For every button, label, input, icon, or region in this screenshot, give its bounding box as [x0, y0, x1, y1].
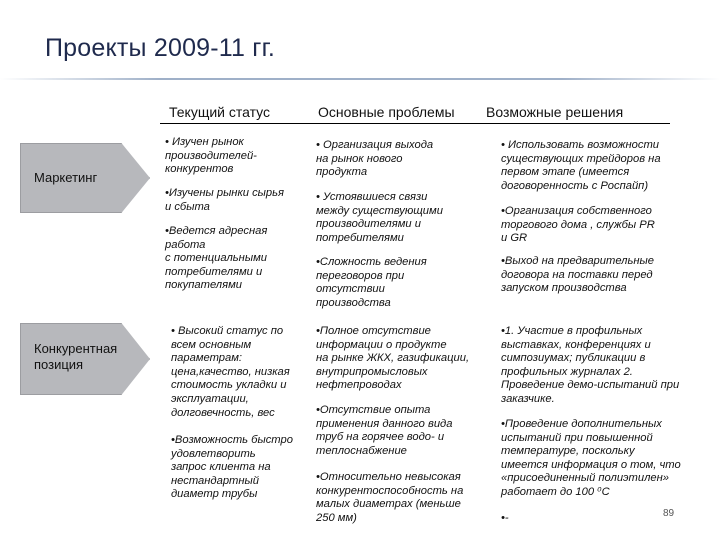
cell-marketing-status-3: •Ведется адресная работа с потенциальными потребителями и покупателями	[165, 225, 268, 292]
cell-competitive-status-2: •Возможность быстро удовлетворить запрос клиента на нестандартный диаметр трубы	[171, 434, 293, 501]
cell-competitive-solution-3: •-	[501, 512, 509, 524]
page-number: 89	[663, 508, 675, 519]
cell-marketing-solution-1: • Использовать возможности существующих трейдоров на первом этапе (имеется договоренность с Роспайп)	[501, 139, 661, 192]
cell-marketing-status-2: •Изучены рынки сырья и сбыта	[165, 187, 284, 213]
cell-competitive-solution-1: •1. Участие в профильных выставках, конференциях и симпозиумах; публикации в профильных журналах 2. Проведение демо-испытаний при заказчике.	[501, 325, 680, 405]
slide-title: Проекты 2009-11 гг.	[45, 34, 276, 62]
cell-marketing-solution-2: •Организация собственного торгового дома , службы PR и GR	[501, 205, 655, 245]
cell-marketing-status-1: • Изучен рынок производителей- конкурентов	[165, 136, 257, 176]
row-label-marketing: Маркетинг	[34, 170, 98, 185]
title-divider	[0, 78, 720, 80]
cell-competitive-status-1: • Высокий статус по всем основным параметрам: цена,качество, низкая стоимость укладки и эксплуатации, долговечность, вес	[171, 325, 290, 419]
cell-competitive-solution-2: •Проведение дополнительных испытаний при повышенной температуре, поскольку имеется информация о том, что «присоединенный полиэтилен» работает до 100 ⁰С	[501, 418, 681, 498]
cell-competitive-problem-2: •Отсутствие опыта применения данного вида труб на горячее водо- и теплоснабжение	[316, 404, 453, 457]
cell-competitive-problem-3: •Относительно невысокая конкурентоспособность на малых диаметрах (меньше 250 мм)	[316, 471, 464, 524]
cell-marketing-problem-2: • Устоявшиеся связи между существующими производителями и потребителями	[316, 191, 443, 244]
cell-marketing-solution-3: •Выход на предварительные договора на поставки перед запуском производства	[501, 255, 654, 295]
header-underline	[160, 123, 670, 124]
header-current-status: Текущий статус	[169, 104, 271, 120]
cell-competitive-problem-1: •Полное отсутствие информации о продукте на рынке ЖКХ, газификации, внутрипромысловых нефтепроводах	[316, 325, 470, 392]
cell-marketing-problem-1: • Организация выхода на рынок нового продукта	[316, 139, 434, 179]
header-main-problems: Основные проблемы	[318, 104, 455, 120]
row-label-competitive-position: Конкурентная позиция	[34, 341, 118, 372]
header-possible-solutions: Возможные решения	[486, 104, 624, 120]
cell-marketing-problem-3: •Сложность ведения переговоров при отсутствии производства	[316, 256, 427, 309]
